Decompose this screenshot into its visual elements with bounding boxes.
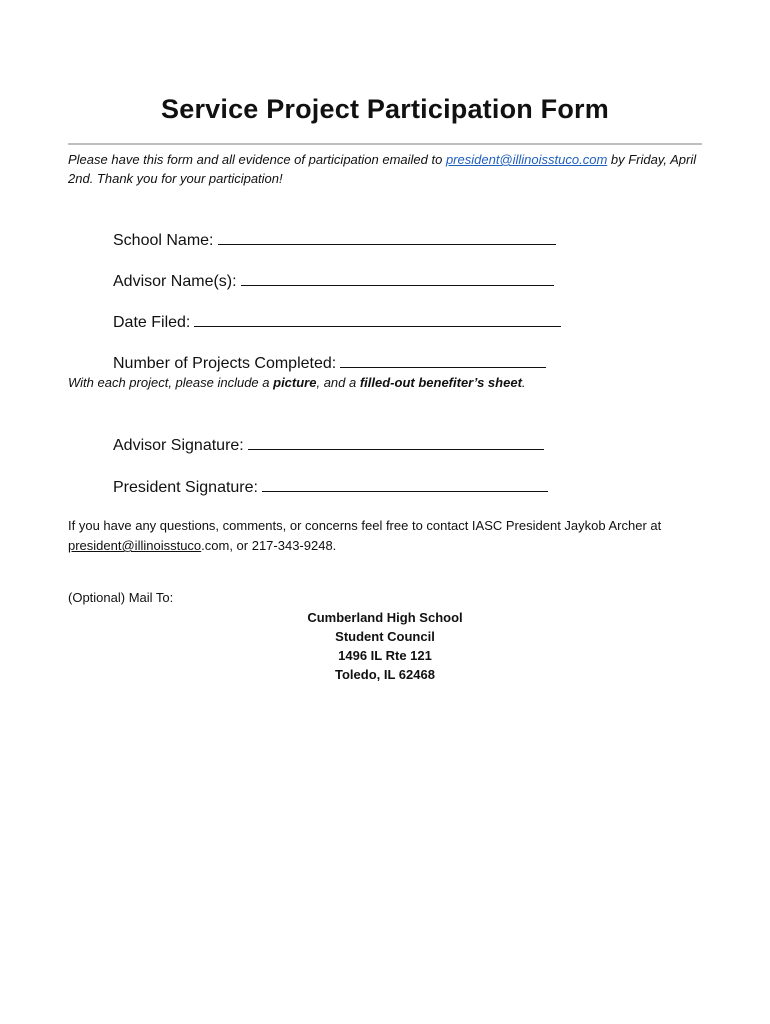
school-name-label: School Name: <box>113 232 214 249</box>
note-text-3: . <box>521 375 526 390</box>
president-signature-label: President Signature: <box>113 479 258 496</box>
date-filed-blank[interactable] <box>194 312 561 327</box>
advisor-signature-field <box>113 435 544 455</box>
date-filed-label: Date Filed: <box>113 314 191 331</box>
mail-to-label: (Optional) Mail To: <box>68 590 174 605</box>
advisor-names-field <box>113 271 554 291</box>
note-bold-picture: picture <box>273 375 317 390</box>
contact-paragraph <box>68 516 708 556</box>
contact-email[interactable]: president@illinoisstuco <box>68 538 202 553</box>
advisor-signature-label: Advisor Signature: <box>113 437 244 454</box>
intro-text-before: Please have this form and all evidence of participation emailed to <box>68 152 446 167</box>
president-signature-blank[interactable] <box>262 477 548 492</box>
address-line: Toledo, IL 62468 <box>335 667 435 682</box>
contact-text-after: .com, or 217-343-9248. <box>201 538 337 553</box>
address-line: 1496 IL Rte 121 <box>338 648 432 663</box>
projects-completed-label: Number of Projects Completed: <box>113 355 337 372</box>
contact-text: If you have any questions, comments, or concerns feel free to contact IASC President Jaykob Archer at <box>68 518 662 533</box>
intro-text-after: by Friday, April 2nd. Thank you for your participation! <box>68 152 697 186</box>
title-divider <box>68 143 702 145</box>
president-signature-field <box>113 477 548 497</box>
intro-paragraph <box>68 150 708 188</box>
intro-email-link[interactable]: president@illinoisstuco.com <box>445 152 608 167</box>
advisor-signature-blank[interactable] <box>248 435 544 450</box>
advisor-names-blank[interactable] <box>241 271 554 286</box>
project-note <box>68 375 526 390</box>
projects-completed-field <box>113 353 546 373</box>
advisor-names-label: Advisor Name(s): <box>113 273 237 290</box>
page-title: Service Project Participation Form <box>161 94 609 124</box>
date-filed-field <box>113 312 561 332</box>
note-text-2: , and a <box>316 375 360 390</box>
school-name-blank[interactable] <box>218 230 556 245</box>
school-name-field <box>113 230 556 250</box>
mailing-address <box>0 608 770 684</box>
address-line: Cumberland High School <box>307 610 463 625</box>
address-line: Student Council <box>335 629 435 644</box>
projects-completed-blank[interactable] <box>340 353 546 368</box>
note-text-1: With each project, please include a <box>68 375 274 390</box>
note-bold-sheet: filled-out benefiter’s sheet <box>359 375 522 390</box>
